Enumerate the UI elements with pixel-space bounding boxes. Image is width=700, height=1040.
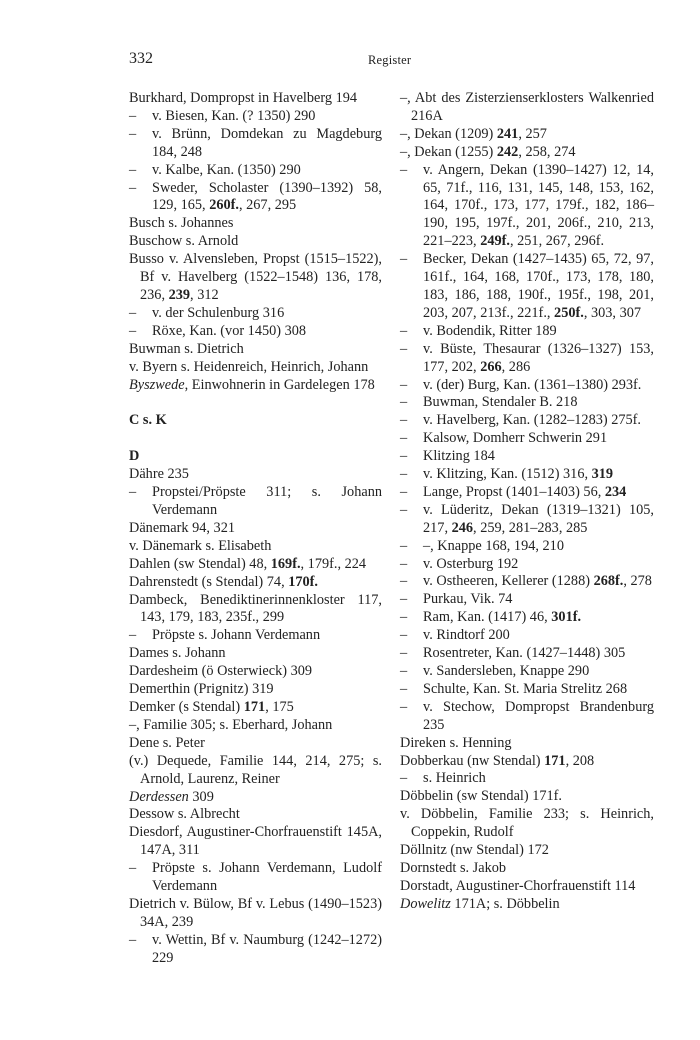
- entry-text: v. Brünn, Domdekan zu Magdeburg 184, 248: [152, 125, 382, 160]
- entry-text: v. Rindtorf 200: [423, 627, 510, 644]
- entry-text: v. Döbbelin, Familie 233; s. Heinrich, Coppekin, Rudolf: [400, 806, 654, 841]
- index-entry: [129, 520, 382, 538]
- subentry-dash: –: [400, 466, 408, 483]
- entry-text: Dahlen (sw Stendal) 48,: [129, 555, 271, 572]
- subentry-dash: –: [400, 376, 408, 393]
- entry-text: Dames s. Johann: [129, 645, 226, 662]
- index-entry: [400, 860, 654, 878]
- entry-text: –, Dekan (1209): [400, 125, 497, 142]
- index-entry: [129, 789, 382, 807]
- entry-text: –, Knappe 168, 194, 210: [423, 537, 564, 554]
- entry-text: Rosentreter, Kan. (1427–1448) 305: [423, 645, 626, 662]
- entry-text: –, Dekan (1255): [400, 143, 497, 160]
- index-subentry: [129, 305, 382, 323]
- index-subentry: [129, 932, 382, 968]
- subentry-dash: –: [400, 573, 408, 590]
- index-entry: [400, 788, 654, 806]
- italic-placename: Byszwede: [129, 376, 185, 393]
- section-heading: [129, 412, 382, 430]
- index-entry: [129, 717, 382, 735]
- index-subentry: [400, 341, 654, 377]
- entry-text: –, Abt des Zisterzienserklosters Walkenried 216A: [400, 90, 654, 124]
- subentry-dash: –: [400, 322, 408, 339]
- index-entry: [129, 681, 382, 699]
- index-subentry: [129, 126, 382, 162]
- subentry-dash: –: [400, 680, 408, 697]
- entry-text: , Einwohnerin in Gardelegen 178: [184, 376, 375, 393]
- index-entry: [129, 377, 382, 395]
- index-entry: [400, 126, 654, 144]
- subentry-dash: –: [400, 627, 408, 644]
- index-entry: [129, 538, 382, 556]
- entry-text: Klitzing 184: [423, 448, 495, 465]
- entry-text: Propstei/Pröpste 311; s. Johann Verdemann: [152, 484, 382, 519]
- entry-text: , 267, 295: [238, 197, 297, 214]
- entry-text: Busso v. Alvensleben, Propst (1515–1522), Bf v. Havelberg (1522–1548) 136, 178, 236,: [129, 251, 382, 303]
- index-entry: [129, 233, 382, 251]
- main-reference-page: 171: [243, 699, 266, 715]
- index-subentry: [129, 180, 382, 216]
- entry-text: v. Stechow, Dompropst Brandenburg 235: [423, 698, 654, 733]
- entry-text: Röxe, Kan. (vor 1450) 308: [152, 322, 307, 339]
- index-subentry: [400, 502, 654, 538]
- subentry-dash: –: [129, 125, 137, 142]
- index-subentry: [400, 484, 654, 502]
- index-subentry: [400, 448, 654, 466]
- entry-text: v. Klitzing, Kan. (1512) 316,: [423, 466, 592, 483]
- index-column-left: [129, 90, 382, 968]
- entry-text: C s. K: [129, 412, 167, 429]
- main-reference-page: 241: [496, 125, 519, 142]
- subentry-dash: –: [400, 501, 408, 518]
- index-entry: [129, 90, 382, 108]
- entry-text: Dardesheim (ö Osterwieck) 309: [129, 663, 313, 680]
- index-subentry: [129, 627, 382, 645]
- main-reference-page: 249f.: [480, 233, 510, 250]
- index-entry: [400, 90, 654, 126]
- main-reference-page: 234: [604, 483, 627, 500]
- section-spacer: [129, 394, 382, 412]
- entry-text: Schulte, Kan. St. Maria Strelitz 268: [423, 680, 628, 697]
- subentry-dash: –: [400, 430, 408, 447]
- index-subentry: [400, 609, 654, 627]
- entry-text: Buschow s. Arnold: [129, 233, 239, 250]
- entry-text: , 312: [190, 286, 219, 303]
- entry-text: Busch s. Johannes: [129, 215, 234, 232]
- subentry-dash: –: [400, 770, 408, 787]
- subentry-dash: –: [400, 412, 408, 429]
- main-reference-page: 239: [168, 286, 191, 303]
- italic-placename: Dowelitz: [400, 895, 451, 912]
- subentry-dash: –: [400, 609, 408, 626]
- index-subentry: [400, 538, 654, 556]
- entry-text: , 251, 267, 296f.: [509, 233, 605, 250]
- main-reference-page: 171: [544, 752, 566, 769]
- index-entry: [129, 359, 382, 377]
- entry-text: Burkhard, Dompropst in Havelberg 194: [129, 90, 358, 106]
- entry-text: Dene s. Peter: [129, 734, 205, 751]
- entry-text: v. Sandersleben, Knappe 290: [423, 663, 590, 679]
- subentry-dash: –: [400, 591, 408, 608]
- index-subentry: [400, 591, 654, 609]
- index-subentry: [400, 377, 654, 395]
- entry-text: D: [129, 448, 140, 465]
- index-entry: [129, 735, 382, 753]
- index-entry: [129, 824, 382, 860]
- entry-text: v. Angern, Dekan (1390–1427) 12, 14, 65, 71f., 116, 131, 145, 148, 153, 162, 164, 170f., 173, 177, 179f., 182, 186–190, 195, 197f., 201, 206f., 210, 213, 221–223,: [423, 161, 654, 250]
- entry-text: Kalsow, Domherr Schwerin 291: [423, 430, 608, 447]
- entry-text: Demerthin (Prignitz) 319: [129, 681, 274, 698]
- entry-text: , 258, 274: [518, 143, 576, 160]
- index-entry: [400, 896, 654, 914]
- subentry-dash: –: [400, 394, 408, 411]
- entry-text: v. Osterburg 192: [423, 555, 519, 572]
- entry-text: v. Lüderitz, Dekan (1319–1321) 105, 217,: [423, 501, 654, 536]
- index-subentry: [129, 860, 382, 896]
- subentry-dash: –: [129, 322, 137, 339]
- entry-text: , 303, 307: [583, 304, 642, 321]
- subentry-dash: –: [129, 179, 137, 196]
- index-entry: [400, 878, 654, 896]
- entry-text: v. Kalbe, Kan. (1350) 290: [152, 161, 301, 178]
- index-entry: [129, 645, 382, 663]
- subentry-dash: –: [129, 484, 137, 501]
- entry-text: v. Bodendik, Ritter 189: [423, 322, 557, 339]
- entry-text: Buwman s. Dietrich: [129, 340, 244, 357]
- main-reference-page: 250f.: [554, 304, 584, 321]
- entry-text: Pröpste s. Johann Verdemann: [152, 627, 321, 644]
- main-reference-page: 170f.: [288, 573, 318, 590]
- page-number: 332: [129, 50, 153, 67]
- main-reference-page: 268f.: [593, 573, 624, 590]
- index-entry: [129, 556, 382, 574]
- entry-text: v. (der) Burg, Kan. (1361–1380) 293f.: [423, 376, 642, 393]
- entry-text: 309: [188, 788, 214, 805]
- index-entry: [129, 592, 382, 628]
- subentry-dash: –: [400, 340, 408, 357]
- index-subentry: [400, 251, 654, 323]
- subentry-dash: –: [400, 483, 408, 500]
- main-reference-page: 242: [496, 143, 519, 160]
- index-subentry: [400, 645, 654, 663]
- entry-text: v. Ostheeren, Kellerer (1288): [423, 573, 594, 590]
- entry-text: Döllnitz (nw Stendal) 172: [400, 842, 549, 859]
- entry-text: Diesdorf, Augustiner-Chorfrauenstift 145A, 147A, 311: [129, 824, 382, 859]
- main-reference-page: 266: [480, 358, 502, 375]
- subentry-dash: –: [400, 448, 408, 465]
- index-subentry: [129, 323, 382, 341]
- entry-text: s. Heinrich: [423, 770, 486, 787]
- subentry-dash: –: [400, 537, 408, 554]
- entry-text: Demker (s Stendal): [129, 699, 244, 715]
- index-subentry: [400, 681, 654, 699]
- entry-text: Becker, Dekan (1427–1435) 65, 72, 97, 161f., 164, 168, 170f., 173, 178, 180, 183, 186, 188, 190f., 195f., 198, 201, 203, 207, 213f., 221f.,: [423, 251, 654, 321]
- running-head: Register: [368, 53, 412, 67]
- entry-text: Dorstadt, Augustiner-Chorfrauenstift 114: [400, 877, 636, 894]
- index-subentry: [129, 162, 382, 180]
- index-subentry: [400, 556, 654, 574]
- subentry-dash: –: [129, 161, 137, 178]
- main-reference-page: 301f.: [551, 609, 582, 626]
- section-heading: [129, 448, 382, 466]
- entry-text: Lange, Propst (1401–1403) 56,: [423, 483, 605, 500]
- entry-text: Dobberkau (nw Stendal): [400, 752, 545, 769]
- index-entry: [400, 753, 654, 771]
- subentry-dash: –: [400, 698, 408, 715]
- index-entry: [400, 842, 654, 860]
- index-entry: [400, 806, 654, 842]
- index-subentry: [400, 770, 654, 788]
- subentry-dash: –: [400, 645, 408, 662]
- index-entry: [129, 806, 382, 824]
- subentry-dash: –: [129, 931, 137, 948]
- entry-text: Dänemark 94, 321: [129, 519, 236, 536]
- entry-text: (v.) Dequede, Familie 144, 214, 275; s. Arnold, Laurenz, Reiner: [129, 752, 382, 787]
- entry-text: Purkau, Vik. 74: [423, 591, 513, 608]
- entry-text: v. Büste, Thesaurar (1326–1327) 153, 177, 202,: [423, 340, 654, 375]
- subentry-dash: –: [400, 663, 408, 679]
- entry-text: Ram, Kan. (1417) 46,: [423, 609, 552, 626]
- subentry-dash: –: [129, 627, 137, 644]
- index-subentry: [129, 108, 382, 126]
- entry-text: , 208: [565, 752, 595, 769]
- subentry-dash: –: [129, 107, 137, 124]
- entry-text: , 179f., 224: [300, 555, 367, 572]
- index-subentry: [400, 323, 654, 341]
- index-subentry: [400, 412, 654, 430]
- entry-text: Dietrich v. Bülow, Bf v. Lebus (1490–1523) 34A, 239: [129, 895, 382, 930]
- entry-text: v. Wettin, Bf v. Naumburg (1242–1272) 229: [152, 931, 382, 966]
- index-entry: [129, 341, 382, 359]
- index-entry: [129, 466, 382, 484]
- index-entry: [129, 663, 382, 681]
- entry-text: v. Byern s. Heidenreich, Heinrich, Johann: [129, 358, 369, 375]
- subentry-dash: –: [400, 555, 408, 572]
- entry-text: Dornstedt s. Jakob: [400, 859, 507, 876]
- index-subentry: [400, 466, 654, 484]
- entry-text: Buwman, Stendaler B. 218: [423, 394, 578, 411]
- index-subentry: [400, 627, 654, 645]
- entry-text: Dambeck, Benediktinerinnenkloster 117, 143, 179, 183, 235f., 299: [129, 591, 382, 626]
- index-entry: [400, 735, 654, 753]
- subentry-dash: –: [400, 251, 408, 268]
- entry-text: , 175: [265, 699, 294, 715]
- entry-text: , 278: [623, 573, 652, 590]
- index-subentry: [400, 430, 654, 448]
- index-entry: [400, 144, 654, 162]
- index-subentry: [400, 663, 654, 681]
- entry-text: , 259, 281–283, 285: [473, 519, 588, 536]
- index-column-right: [400, 90, 654, 914]
- main-reference-page: 246: [451, 519, 474, 536]
- main-reference-page: 260f.: [209, 197, 239, 214]
- entry-text: , 286: [501, 358, 531, 375]
- index-entry: [129, 574, 382, 592]
- entry-text: v. der Schulenburg 316: [152, 304, 285, 321]
- entry-text: Döbbelin (sw Stendal) 171f.: [400, 788, 563, 805]
- index-subentry: [400, 699, 654, 735]
- subentry-dash: –: [129, 304, 137, 321]
- main-reference-page: 319: [591, 466, 614, 483]
- index-subentry: [400, 162, 654, 252]
- index-entry: [129, 215, 382, 233]
- index-entry: [129, 699, 382, 717]
- entry-text: v. Biesen, Kan. (? 1350) 290: [152, 107, 316, 124]
- section-spacer: [129, 430, 382, 448]
- subentry-dash: –: [400, 161, 408, 178]
- index-subentry: [129, 484, 382, 520]
- index-subentry: [400, 573, 654, 591]
- entry-text: Pröpste s. Johann Verdemann, Ludolf Verdemann: [152, 860, 382, 895]
- index-entry: [129, 753, 382, 789]
- index-entry: [129, 251, 382, 305]
- entry-text: Direken s. Henning: [400, 734, 512, 751]
- entry-text: Sweder, Scholaster (1390–1392) 58, 129, 165,: [152, 179, 382, 214]
- subentry-dash: –: [129, 860, 137, 877]
- entry-text: v. Dänemark s. Elisabeth: [129, 537, 272, 554]
- main-reference-page: 169f.: [270, 555, 301, 572]
- entry-text: Dahrenstedt (s Stendal) 74,: [129, 573, 289, 590]
- entry-text: 171A; s. Döbbelin: [450, 895, 560, 912]
- entry-text: Dessow s. Albrecht: [129, 806, 240, 823]
- entry-text: –, Familie 305; s. Eberhard, Johann: [129, 716, 333, 733]
- index-subentry: [400, 394, 654, 412]
- index-entry: [129, 896, 382, 932]
- entry-text: Dähre 235: [129, 466, 189, 483]
- italic-placename: Derdessen: [129, 788, 189, 805]
- entry-text: , 257: [518, 125, 547, 142]
- entry-text: v. Havelberg, Kan. (1282–1283) 275f.: [423, 412, 641, 429]
